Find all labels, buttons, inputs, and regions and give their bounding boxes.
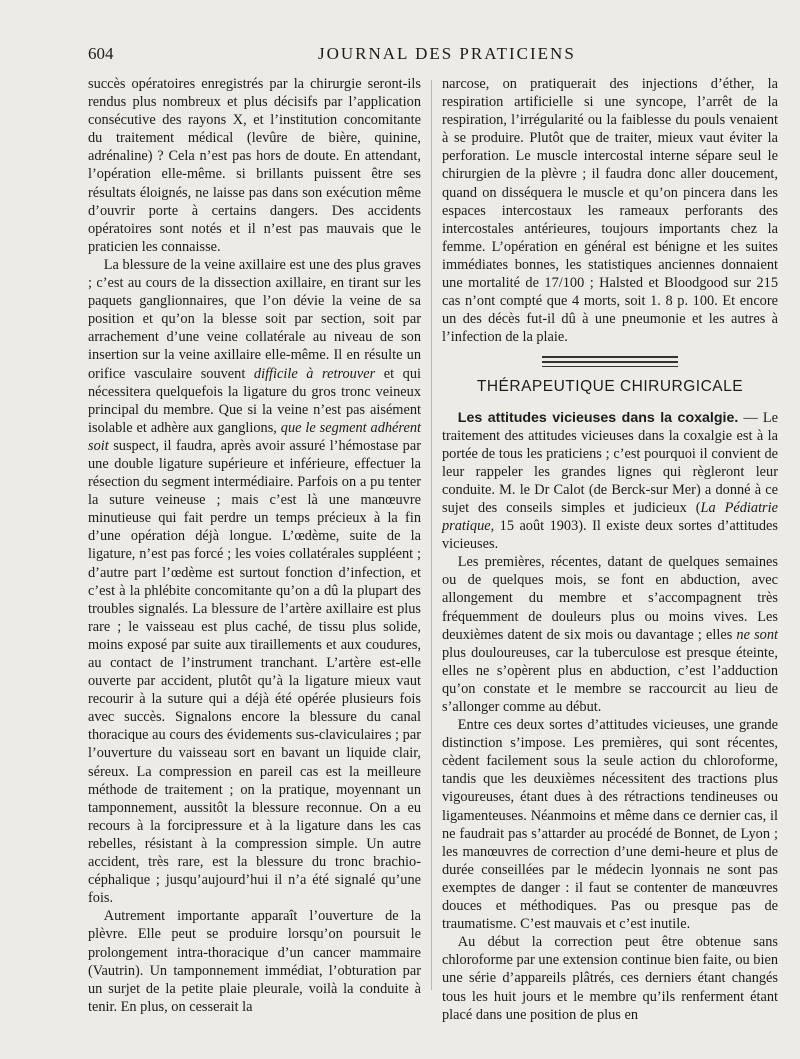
italic-text: ne sont: [736, 626, 778, 643]
paragraph: [442, 553, 778, 716]
section-rule-ornament: [442, 354, 778, 372]
paragraph: Autrement importante apparaît l’ouverture de la plèvre. Elle peut se produire lorsqu’on poursuit le prolongement intra-thoracique d’un cancer mammaire (Vautrin). Un tamponnement immédiat, l’obturation par un surjet de la petite plaie pleurale, voilà la conduite à tenir. En plus, on cesserait la: [88, 908, 421, 1015]
paragraph: [442, 409, 778, 554]
rule-line: [542, 356, 678, 358]
paragraph: narcose, on pratiquerait des injections d’éther, la respiration artificielle si une syncope, l’arrêt de la respiration, l’irrégularité ou la faiblesse du pouls venaient à se produire. Plutôt que de traiter, mieux vaut éviter la perforation. Le muscle intercostal interne sépare seul le chirurgien de la plèvre ; il faudra donc aller doucement, quand on disséquera le muscle et qu’on pincera dans les espaces intercostaux les rameaux perforants des intercostales antérieures, toujours importants chez la femme. L’opération en général est bénigne et les suites immédiates bonnes, les statistiques anciennes donnaient une mortalité de 17/100 ; Halsted et Bloodgood sur 215 cas n’ont compté que 4 morts, soit 1. 8 p. 100. Et encore un des décès fut-il dû à une pneumonie et les autres à l’infection de la plaie.: [442, 76, 778, 346]
left-column: [88, 75, 421, 1016]
rule-line: [542, 361, 678, 363]
paragraph: [88, 256, 421, 907]
page-header: [0, 40, 800, 70]
italic-text: que le segment adhérent soit: [88, 419, 421, 454]
paragraph: Au début la correction peut être obtenue sans chloroforme par une extension continue bien faite, ou bien une série d’appareils plâtrés, ces derniers étant changés tous les huit jours et le membre qu’ils renferment étant placé dans une position de plus en: [442, 934, 778, 1023]
text-run: plus douloureuses, car la tuberculose est presque éteinte, elles ne s’opèrent plus en abduction, c’est l’adduction qu’on constate et le membre se raccourcit au lieu de s’allonger comme au début.: [442, 644, 778, 715]
text-run: et qui nécessitera quelquefois la ligature du gros tronc veineux principal du membre. Que si la veine n’est pas aisément isolable et adhère aux ganglions,: [88, 365, 421, 436]
italic-text: difficile à retrouver: [253, 365, 376, 382]
text-run: , 15 août 1903). Il existe deux sortes d’attitudes vicieuses.: [442, 518, 778, 553]
page-number: 604: [88, 44, 114, 63]
paragraph: Entre ces deux sortes d’attitudes vicieuses, une grande distinction s’impose. Les premières, qui sont récentes, cèdent facilement sous la seule action du chloroforme, tandis que les deuxièmes nécessitent des tractions plus vigoureuses, étant dues à des rétractions tendineuses ou ligamenteuses. Néanmoins et même dans ce dernier cas, il ne faudrait pas s’attarder au procédé de Bonnet, de Lyon ; les manœuvres de correction d’une demi-heure et plus de durée conseillées par le médecin lyonnais ne sont pas exemptes de danger : il faut se contenter de manœuvres douces et méthodiques. Pas ou presque pas de traumatisme. C’est mauvais et c’est inutile.: [442, 717, 778, 933]
column-divider: [431, 80, 432, 990]
paragraph: succès opératoires enregistrés par la chirurgie seront-ils rendus plus nombreux et plus décisifs par l’application consécutive des rayons X, et l’institution concomitante du traitement médical (levûre de bière, quinine, adrénaline) ? Cela n’est pas hors de doute. En attendant, l’opération elle-même. si brillants puissent être ses résultats éloignés, ne laisse pas dans son exécution même d’ouvrir porte à certains dangers. Des accidents opératoires sont notés et il n’est pas mauvais que le praticien les connaisse.: [88, 76, 421, 255]
text-run: La blessure de la veine axillaire est une des plus graves ; c’est au cours de la dissection axillaire, en tirant sur les paquets ganglionnaires, que l’on dévie la veine de sa position et qu’on la blesse soit par section, soit par arrachement d’une veine collatérale au niveau de son insertion sur la veine axillaire elle-même. Il en résulte un orifice vasculaire souvent: [88, 256, 421, 382]
right-column: [442, 75, 778, 1024]
rule-line: [542, 366, 678, 367]
article-subheading: Les attitudes vicieuses dans la coxalgie.: [457, 409, 739, 426]
text-run: Les premières, récentes, datant de quelques semaines ou de quelques mois, se font en abduction, avec allongement du membre et s’accompagnent très fréquemment de douleurs plus ou moins vives. Les deuxièmes datent de six mois ou davantage ; elles: [442, 554, 778, 643]
italic-text: La Pédiatrie pratique: [442, 499, 778, 535]
section-title: THÉRAPEUTIQUE CHIRURGICALE: [476, 378, 744, 396]
text-run: suspect, il faudra, après avoir assuré l’hémostase par une double ligature supérieure et inférieure, effectuer la résection du segment intermédiaire. Parfois on a pu tenter la suture veineuse ; mais c’est là une manœuvre minutieuse qui fait perdre un temps précieux à la fin d’une opération déjà longue. L’œdème, suite de la ligature, n’est pas forcé ; les voies collatérales suppléent ; d’autre part l’œdème est surtout fonction d’infection, et c’est à la phlébite concomitante qu’on a dû la plupart des troubles signalés. La blessure de l’artère axillaire est plus rare ; le vaisseau est plus caché, de tissu plus solide, moins exposé par suite aux tiraillements et aux coudures, au contact de l’instrument tranchant. L’artère est-elle ouverte par accident, plutôt qu’à la ligature mieux vaut recourir à la suture qui a déjà été opérée plusieurs fois avec succès. Signalons encore la blessure du canal thoracique au cours des évidements sus-claviculaires ; par l’ouverture du vaisseau sort en bavant un liquide clair, séreux. La compression en pareil cas est la meilleure méthode de traitement ; on la pratique, moyennant un tamponnement, aussitôt la blessure reconnue. On a eu recours à la forcipressure et à la ligature dans les cas rebelles, résistant à la compression simple. Un autre accident, très rare, est la blessure du tronc brachio-céphalique ; jusqu’aujourd’hui il n’a été signalé qu’une fois.: [88, 437, 421, 907]
journal-title: JOURNAL DES PRATICIENS: [318, 44, 576, 63]
text-run: — Le traitement des attitudes vicieuses dans la coxalgie est à la portée de tous les praticiens ; c’est pourquoi il convient de leur rappeler les grandes lignes qui règleront leur conduite. M. le Dr Calot (de Berck-sur Mer) a donné à ce sujet des conseils simples et judicieux (: [442, 409, 778, 516]
